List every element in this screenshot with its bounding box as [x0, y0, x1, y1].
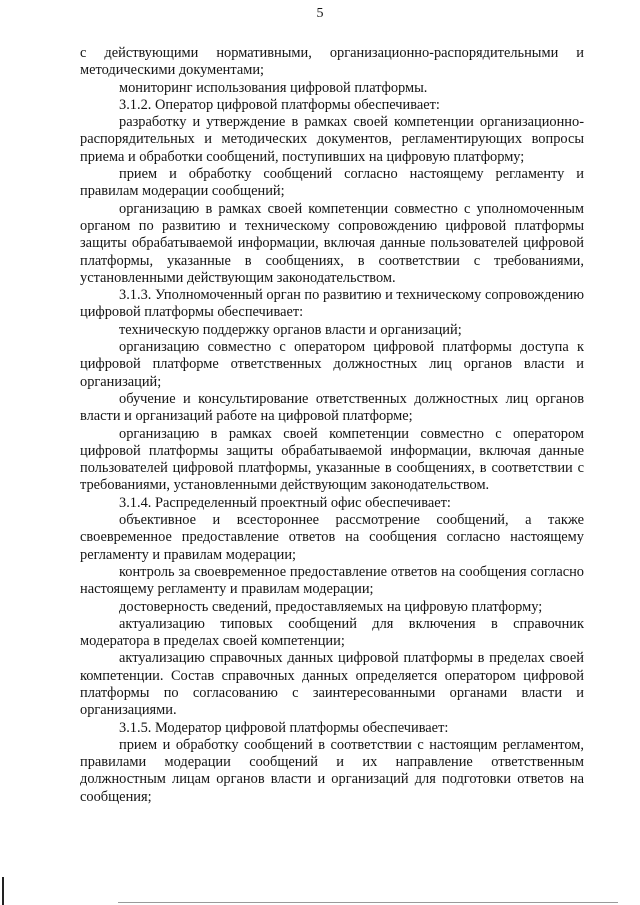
scan-bottom-line: [118, 902, 618, 903]
paragraph: контроль за своевременное предоставление ответов на сообщения согласно настоящему регламенту и правилам модерации;: [80, 563, 584, 598]
paragraph: актуализацию типовых сообщений для включения в справочник модератора в пределах своей компетенции;: [80, 615, 584, 650]
paragraph: организацию совместно с оператором цифровой платформы доступа к цифровой платформе ответственных должностных лиц органов власти и организаций;: [80, 339, 584, 390]
paragraph: техническую поддержку органов власти и организаций;: [119, 321, 462, 338]
page-number: 5: [316, 6, 324, 21]
paragraph: обучение и консультирование ответственных должностных лиц органов власти и организаций работе на цифровой платформе;: [80, 390, 584, 425]
paragraph: актуализацию справочных данных цифровой платформы в пределах своей компетенции. Состав справочных данных определяется оператором цифровой платформы по согласованию с заинтересованными органами власти и организациями.: [80, 650, 584, 719]
paragraph: организацию в рамках своей компетенции совместно с уполномоченным органом по развитию и техническому сопровождению цифровой платформы защиты обрабатываемой информации, включая данные пользователей цифровой платформы, указанные в сообщениях, в соответствии с требованиями, установленными действующим законодательством.: [80, 200, 584, 286]
paragraph: объективное и всестороннее рассмотрение сообщений, а также своевременное предоставление ответов на сообщения согласно настоящему регламенту и правилам модерации;: [80, 512, 584, 563]
paragraph: разработку и утверждение в рамках своей компетенции организационно-распорядительных и методических документов, регламентирующих вопросы приема и обработки сообщений, поступивших на цифровую платформу;: [80, 114, 584, 165]
paragraph: 3.1.3. Уполномоченный орган по развитию и техническому сопровождению цифровой платформы обеспечивает:: [80, 287, 584, 321]
paragraph: с действующими нормативными, организационно-распорядительными и методическими документами;: [80, 45, 584, 79]
paragraph: мониторинг использования цифровой платформы.: [119, 79, 428, 96]
scan-edge-mark: [2, 877, 4, 905]
paragraph: 3.1.5. Модератор цифровой платформы обеспечивает:: [119, 719, 449, 736]
document-body: [80, 45, 584, 806]
paragraph: 3.1.2. Оператор цифровой платформы обеспечивает:: [119, 96, 440, 113]
paragraph: организацию в рамках своей компетенции совместно с оператором цифровой платформы защиты обрабатываемой информации, включая данные пользователей цифровой платформы, указанные в сообщениях, в соответствии с требованиями, установленными действующим законодательством.: [80, 425, 584, 494]
paragraph: прием и обработку сообщений согласно настоящему регламенту и правилам модерации сообщений;: [80, 166, 584, 200]
paragraph: прием и обработку сообщений в соответствии с настоящим регламентом, правилами модерации сообщений и их направление ответственным должностным лицам органов власти и организаций для подготовки ответов на сообщения;: [80, 736, 584, 805]
paragraph: достоверность сведений, предоставляемых на цифровую платформу;: [119, 598, 543, 615]
paragraph: 3.1.4. Распределенный проектный офис обеспечивает:: [119, 494, 451, 511]
